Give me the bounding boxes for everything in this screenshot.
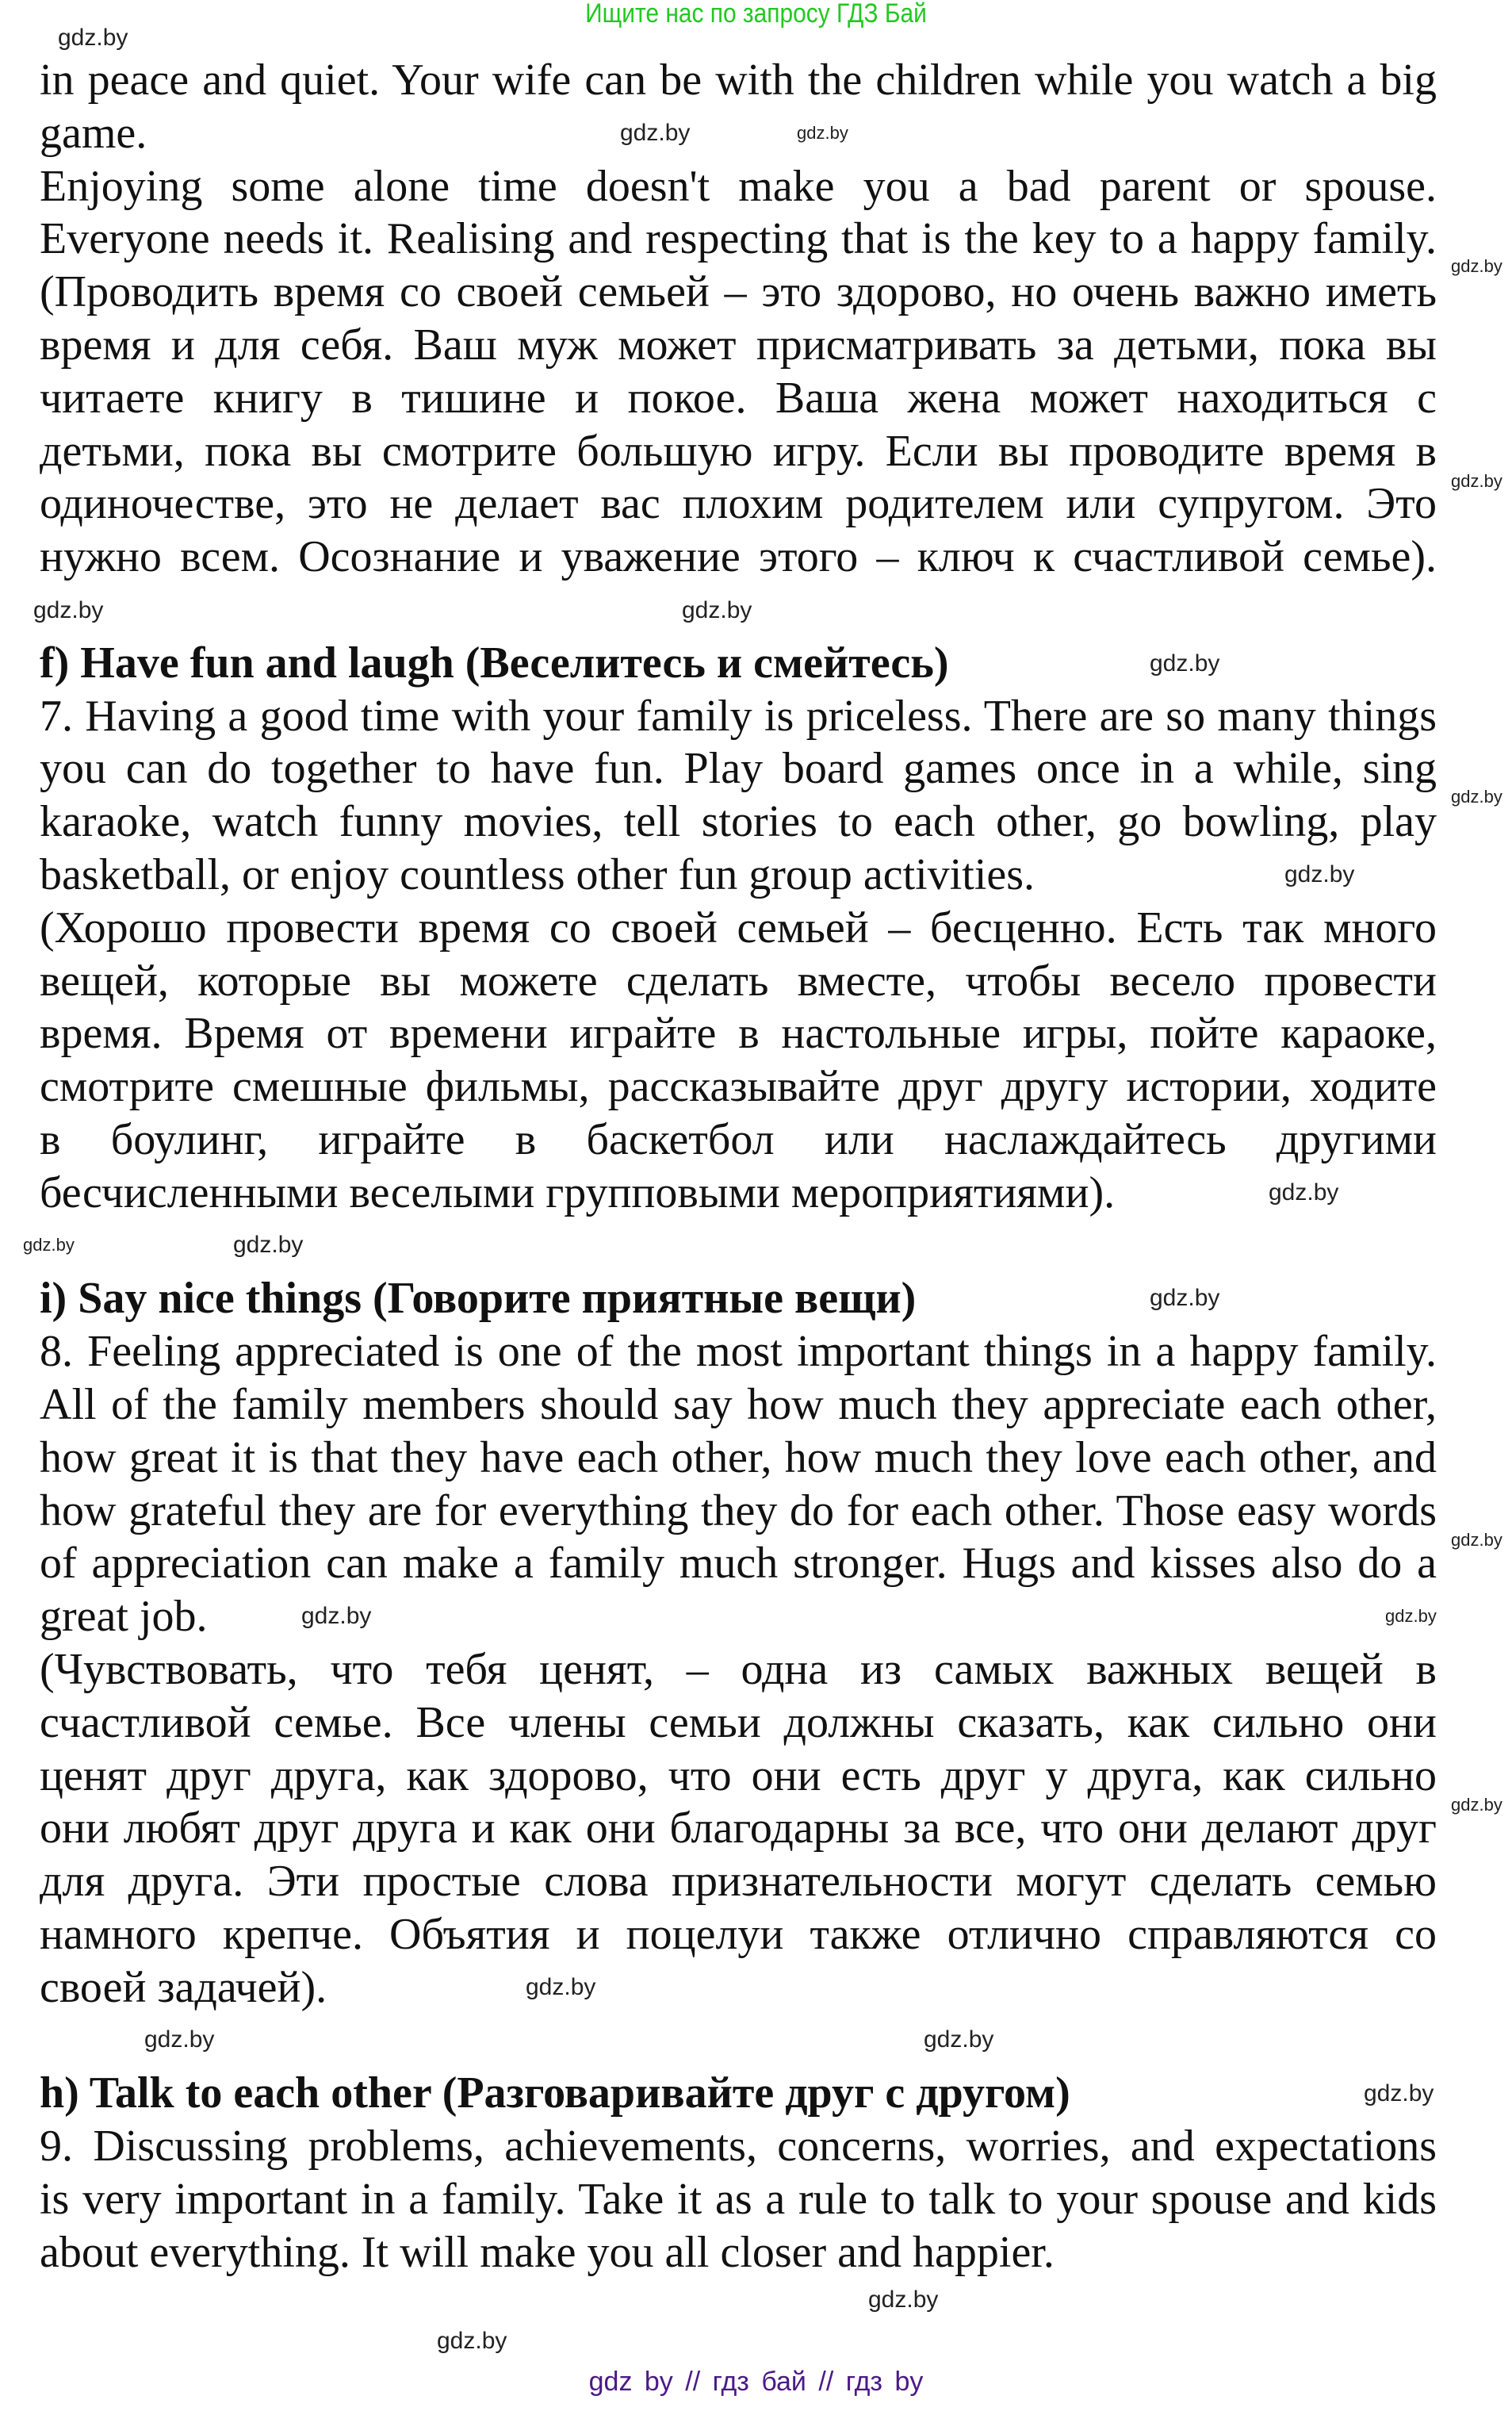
watermark: gdz.by	[797, 123, 848, 143]
text-line: (Хорошо провести время со своей семьей – бесценно. Есть так много	[40, 903, 1437, 953]
section-heading: h) Talk to each other (Разговаривайте друг с другом)	[40, 2068, 1070, 2118]
watermark: gdz.by	[1451, 256, 1502, 276]
watermark: gdz.by	[1150, 1285, 1220, 1311]
watermark: gdz.by	[301, 1603, 372, 1629]
watermark: gdz.by	[868, 2287, 939, 2313]
watermark: gdz.by	[682, 597, 752, 623]
text-line: of appreciation can make a family much stronger. Hugs and kisses also do a	[40, 1539, 1437, 1589]
text-line: намного крепче. Объятия и поцелуи также отлично справляются со	[40, 1909, 1437, 1959]
text-line: karaoke, watch funny movies, tell stories to each other, go bowling, play	[40, 797, 1437, 847]
text-line: одиночестве, это не делает вас плохим родителем или супругом. Это	[40, 479, 1437, 529]
watermark: gdz.by	[33, 597, 104, 623]
text-line: смотрите смешные фильмы, рассказывайте друг другу истории, ходите	[40, 1062, 1437, 1112]
watermark: gdz.by	[526, 1974, 596, 2000]
text-line: you can do together to have fun. Play board games once in a while, sing	[40, 744, 1437, 794]
watermark: gdz.by	[1269, 1179, 1339, 1206]
watermark: gdz.by	[1150, 650, 1220, 677]
watermark: gdz.by	[23, 1235, 75, 1255]
text-line: about everything. It will make you all closer and happier.	[40, 2227, 1055, 2277]
watermark: gdz.by	[924, 2026, 994, 2053]
text-line: время и для себя. Ваш муж может присматривать за детьми, пока вы	[40, 320, 1437, 370]
section-heading: i) Say nice things (Говорите приятные вещи)	[40, 1274, 917, 1324]
text-line: Everyone needs it. Realising and respecting that is the key to a happy family.	[40, 214, 1437, 264]
watermark: gdz.by	[1451, 471, 1502, 491]
text-line: нужно всем. Осознание и уважение этого – ключ к счастливой семье).	[40, 532, 1437, 582]
text-line: how great it is that they have each other, how much they love each other, and	[40, 1432, 1437, 1482]
text-line: game.	[40, 108, 147, 158]
text-line: (Проводить время со своей семьей – это здорово, но очень важно иметь	[40, 267, 1437, 317]
text-line: is very important in a family. Take it as a rule to talk to your spouse and kids	[40, 2174, 1437, 2224]
search-banner: Ищите нас по запросу ГДЗ Бай	[585, 0, 927, 29]
text-line: они любят друг друга и как они благодарны за все, что они делают друг	[40, 1804, 1437, 1853]
watermark: gdz.by	[437, 2328, 507, 2354]
text-line: All of the family members should say how much they appreciate each other,	[40, 1379, 1437, 1429]
text-line: how grateful they are for everything they do for each other. Those easy words	[40, 1485, 1437, 1535]
text-line: ценят друг друга, как здорово, что они есть друг у друга, как сильно	[40, 1750, 1437, 1800]
text-line: in peace and quiet. Your wife can be with the children while you watch a big	[40, 56, 1437, 105]
watermark: gdz.by	[144, 2026, 215, 2053]
text-line: 7. Having a good time with your family is priceless. There are so many things	[40, 691, 1437, 741]
blank-line	[40, 2014, 1437, 2067]
text-line: бесчисленными веселыми групповыми мероприятиями).	[40, 1167, 1116, 1217]
watermark: gdz.by	[1284, 861, 1355, 887]
text-line: своей задачей).	[40, 1962, 327, 2012]
watermark: gdz.by	[1451, 1795, 1502, 1815]
text-line: детьми, пока вы смотрите большую игру. Если вы проводите время в	[40, 426, 1437, 476]
text-line: 8. Feeling appreciated is one of the most important things in a happy family.	[40, 1327, 1437, 1377]
watermark: gdz.by	[1451, 1530, 1502, 1550]
watermark: gdz.by	[233, 1232, 304, 1258]
text-line: время. Время от времени играйте в настольные игры, пойте караоке,	[40, 1009, 1437, 1059]
text-line: читаете книгу в тишине и покое. Ваша жена может находиться с	[40, 373, 1437, 423]
text-line: (Чувствовать, что тебя ценят, – одна из самых важных вещей в	[40, 1644, 1437, 1694]
watermark: gdz.by	[1364, 2080, 1434, 2106]
document-body	[40, 54, 1437, 2279]
text-line: 9. Discussing problems, achievements, concerns, worries, and expectations	[40, 2122, 1437, 2172]
text-line: вещей, которые вы можете сделать вместе, чтобы весело провести	[40, 956, 1437, 1006]
section-heading: f) Have fun and laugh (Веселитесь и смейтесь)	[40, 638, 949, 688]
text-line: basketball, or enjoy countless other fun group activities.	[40, 849, 1035, 899]
watermark: gdz.by	[1385, 1606, 1437, 1626]
footer-links: gdz by // гдз бай // гдз by	[588, 2367, 924, 2397]
text-line: Enjoying some alone time doesn't make you a bad parent or spouse.	[40, 161, 1437, 211]
text-line: great job.	[40, 1592, 208, 1642]
watermark: gdz.by	[58, 25, 128, 51]
text-line: для друга. Эти простые слова признательности могут сделать семью	[40, 1857, 1437, 1907]
text-line: в боулинг, играйте в баскетбол или наслаждайтесь другими	[40, 1114, 1437, 1164]
watermark: gdz.by	[620, 120, 691, 146]
watermark: gdz.by	[1451, 787, 1502, 807]
text-line: счастливой семье. Все члены семьи должны сказать, как сильно они	[40, 1697, 1437, 1747]
